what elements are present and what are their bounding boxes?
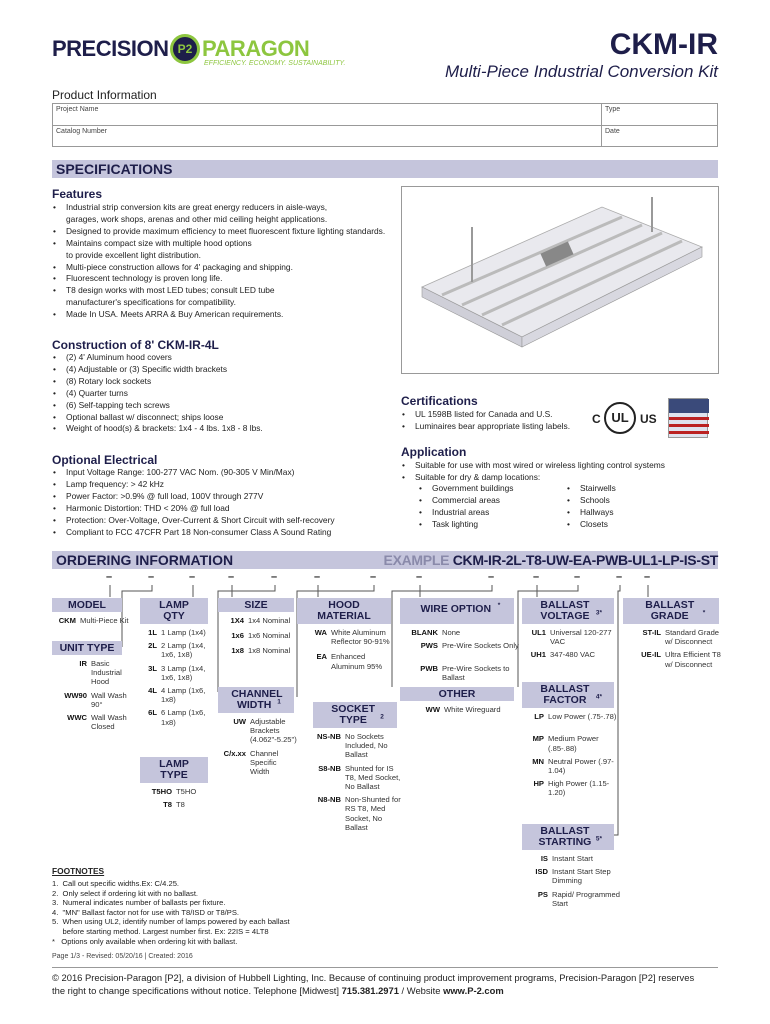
option-desc: Non-Shunted for RS T8, Med Socket, No Ballast	[345, 795, 401, 832]
ordering-option[interactable]	[54, 713, 134, 731]
option-code: HP	[533, 779, 544, 789]
ordering-option[interactable]	[295, 628, 399, 646]
list-item: • Weight of hood(s) & brackets: 1x4 - 4 lbs. 1x8 - 8 lbs.	[52, 423, 392, 435]
list-item: • Government buildings	[418, 483, 568, 495]
ordering-option[interactable]	[400, 641, 524, 650]
footnote-item: before starting method. Largest number first. Ex: 22IS = 4LT8	[52, 926, 269, 936]
option-code: UW	[233, 717, 246, 726]
ordering-dash: –	[106, 571, 113, 583]
page-info: Page 1/3 - Revised: 05/20/16 | Created: 2016	[52, 953, 193, 960]
list-item: • Harmonic Distortion: THD < 20% @ full load	[52, 503, 397, 515]
example-code	[384, 552, 718, 568]
ordering-option[interactable]	[522, 650, 624, 659]
ordering-title: SOCKET TYPE	[331, 703, 376, 726]
footnotes-heading: FOOTNOTES	[52, 866, 105, 876]
catalog-number-field[interactable]: Catalog Number	[56, 128, 107, 135]
ordering-header-ballast-voltage	[522, 598, 614, 624]
ordering-option[interactable]	[400, 664, 524, 682]
list-item: • Industrial strip conversion kits are great energy reducers in aisle-ways,	[52, 202, 402, 214]
ordering-header-socket-type	[313, 702, 397, 728]
ordering-option[interactable]	[522, 757, 624, 775]
ordering-dash: –	[314, 571, 321, 583]
list-item: to provide excellent light distribution.	[66, 249, 202, 260]
ordering-option[interactable]	[54, 691, 134, 709]
list-item: • Input Voltage Range: 100-277 VAC Nom. (90-305 V Min/Max)	[52, 467, 397, 479]
features-list	[52, 202, 402, 321]
ordering-option[interactable]	[140, 641, 218, 659]
option-desc: Shunted for IS T8, Med Socket, No Ballast	[345, 763, 401, 791]
ordering-title: LAMP TYPE	[159, 758, 189, 781]
option-code: ST-IL	[642, 628, 661, 637]
phone-number[interactable]: 715.381.2971	[341, 985, 399, 996]
list-item: • (6) Self-tapping tech screws	[52, 400, 392, 412]
option-desc: T8	[176, 800, 185, 810]
page-subtitle: Multi-Piece Industrial Conversion Kit	[444, 62, 718, 81]
certifications-list	[401, 409, 591, 433]
option-desc: Pre-Wire Sockets to Ballast	[442, 663, 510, 682]
ordering-option[interactable]	[311, 795, 405, 832]
ordering-dash: –	[488, 571, 495, 583]
option-desc: Pre-Wire Sockets Only	[442, 641, 519, 651]
option-desc: White Aluminum Reflector 90-91%	[331, 628, 390, 647]
cul-us-logo	[592, 402, 662, 436]
ordering-dash: –	[416, 571, 423, 583]
ordering-header-lamp-qty	[140, 598, 208, 624]
option-code: IR	[79, 659, 87, 668]
ordering-option[interactable]	[140, 686, 218, 704]
option-code: 6L	[148, 708, 157, 718]
footnote-item: 2. Only select if ordering kit with no ballast.	[52, 888, 199, 898]
ordering-option[interactable]	[140, 787, 218, 796]
list-item: • Commercial areas	[418, 495, 568, 507]
option-code: LP	[534, 712, 544, 721]
ordering-title: UNIT TYPE	[59, 642, 115, 654]
list-item: • (8) Rotary lock sockets	[52, 376, 392, 388]
ordering-header-size	[218, 598, 294, 612]
option-code: N8-NB	[317, 795, 341, 805]
option-desc: Instant Start	[552, 854, 593, 863]
list-item: • Optional ballast w/ disconnect; ships loose	[52, 412, 392, 424]
list-item: garages, work shops, arenas and other mid ceiling height applications.	[66, 213, 328, 224]
list-item: • Fluorescent technology is proven long life.	[52, 273, 402, 285]
type-field[interactable]: Type	[605, 106, 621, 113]
specifications-heading: SPECIFICATIONS	[56, 161, 173, 177]
buy-american-seal	[668, 398, 708, 438]
option-desc: Instant Start Step Dimming	[552, 867, 611, 886]
list-item: • Maintains compact size with multiple hood options	[52, 238, 402, 250]
option-code: 1x8	[231, 646, 244, 656]
option-desc: 1x4 Nominal	[248, 616, 291, 625]
list-item: • (4) Adjustable or (3) Specific width brackets	[52, 364, 392, 376]
certifications-heading: Certifications	[401, 394, 478, 408]
ordering-dash: –	[533, 571, 540, 583]
ordering-title: MODEL	[68, 599, 106, 611]
footnote-item: 1. Call out specific widths.Ex: C/4.25.	[52, 879, 180, 888]
option-desc: Universal 120-277 VAC	[550, 628, 612, 647]
option-desc: 347-480 VAC	[550, 650, 596, 660]
ordering-title-sup: *	[702, 609, 706, 617]
list-item: • Luminaires bear appropriate listing labels.	[401, 421, 591, 433]
option-code: 1X4	[230, 616, 244, 625]
option-code: UH1	[530, 650, 546, 660]
ordering-option[interactable]	[522, 779, 624, 797]
list-item: • Hallways	[566, 507, 686, 519]
option-desc: 6 Lamp (1x6, 1x8)	[161, 708, 206, 727]
option-code: S8-NB	[318, 763, 341, 773]
option-code: 1x6	[231, 631, 244, 641]
construction-list	[52, 352, 392, 435]
ordering-title: OTHER	[438, 688, 476, 700]
option-desc: Multi-Piece Kit	[80, 616, 129, 625]
option-desc: No Sockets Included, No Ballast	[345, 732, 388, 760]
option-code: EA	[316, 652, 327, 662]
option-desc: Standard Grade w/ Disconnect	[665, 628, 720, 647]
ordering-title: LAMP QTY	[159, 599, 189, 622]
ordering-dash: –	[271, 571, 278, 583]
logo-text-right: PARAGON	[202, 36, 310, 61]
ordering-option[interactable]	[623, 628, 729, 646]
ordering-header-ballast-grade	[623, 598, 719, 624]
ordering-title: BALLAST GRADE	[645, 599, 695, 622]
ordering-option[interactable]	[295, 652, 399, 670]
ordering-header-lamp-type	[140, 757, 208, 783]
option-desc: Rapid/ Programmed Start	[552, 889, 620, 908]
option-desc: T5HO	[176, 787, 197, 796]
copyright	[52, 967, 718, 997]
option-desc: 1x6 Nominal	[248, 631, 291, 641]
option-code: T8	[163, 800, 172, 810]
application-locations-right	[566, 483, 686, 531]
product-image	[401, 186, 719, 374]
option-code: 1L	[148, 628, 157, 637]
ordering-title-sup: 4*	[595, 693, 603, 701]
ordering-heading: ORDERING INFORMATION	[56, 552, 234, 568]
list-item: • (4) Quarter turns	[52, 388, 392, 400]
ordering-header-wire-option	[400, 598, 514, 624]
option-desc: Adjustable Brackets (4.062"-5.25")	[250, 717, 297, 745]
ordering-dash: –	[574, 571, 581, 583]
option-desc: Ultra Efficient T8 w/ Disconnect	[665, 650, 721, 669]
ordering-option[interactable]	[140, 800, 218, 809]
ordering-dash: –	[644, 571, 651, 583]
footnotes-list	[52, 879, 382, 946]
option-desc: Neutral Power (.97-1.04)	[548, 756, 614, 775]
application-list	[401, 460, 721, 484]
option-code: WWC	[67, 713, 87, 722]
option-code: WA	[314, 628, 327, 637]
project-name-field[interactable]: Project Name	[56, 106, 99, 113]
option-code: UE-IL	[641, 650, 661, 660]
option-code: CKM	[58, 616, 76, 625]
ordering-header-other	[400, 687, 514, 701]
option-desc: None	[442, 628, 461, 637]
ordering-header-ballast-factor	[522, 682, 614, 708]
option-code: ISD	[535, 867, 548, 877]
option-desc: Enhanced Aluminum 95%	[331, 652, 383, 671]
ordering-option[interactable]	[522, 867, 624, 885]
example-label: EXAMPLE	[383, 552, 450, 568]
ordering-dash: –	[616, 571, 623, 583]
ordering-option[interactable]	[522, 628, 624, 646]
ordering-option[interactable]	[400, 705, 524, 714]
option-desc: 2 Lamp (1x4, 1x6, 1x8)	[161, 641, 206, 660]
list-item: • Made In USA. Meets ARRA & Buy American requirements.	[52, 309, 402, 321]
ordering-title: BALLAST VOLTAGE	[540, 599, 590, 622]
brand-logo	[52, 34, 346, 68]
option-code: WW	[425, 705, 440, 714]
ordering-title: SIZE	[244, 599, 268, 611]
ordering-option[interactable]	[54, 616, 134, 625]
product-info-form	[52, 103, 718, 147]
footnote-item: * Options only available when ordering kit with ballast.	[52, 936, 238, 946]
specifications-bar	[52, 160, 718, 178]
list-item: • Schools	[566, 495, 686, 507]
page-title: CKM-IR	[609, 28, 718, 61]
option-code: MP	[532, 734, 544, 744]
ordering-dash: –	[189, 571, 196, 583]
list-item: • Suitable for dry & damp locations:	[401, 472, 721, 484]
ordering-header-channel-width	[218, 687, 294, 713]
ordering-option[interactable]	[311, 732, 405, 760]
ordering-option[interactable]	[311, 764, 405, 792]
option-code: T5HO	[151, 787, 172, 796]
ordering-option[interactable]	[623, 650, 729, 668]
list-item: • Stairwells	[566, 483, 686, 495]
website-link[interactable]: www.P-2.com	[443, 985, 504, 996]
option-code: UL1	[531, 628, 546, 637]
ordering-header-ballast-starting	[522, 824, 614, 850]
electrical-list	[52, 467, 397, 538]
option-code: PS	[537, 889, 548, 899]
list-item: • Multi-piece construction allows for 4' packaging and shipping.	[52, 262, 402, 274]
ordering-header-hood-material	[297, 598, 391, 624]
product-info-heading: Product Information	[52, 88, 157, 102]
cert-logo-us: US	[640, 412, 657, 426]
option-desc: Wall Wash 90°	[91, 690, 127, 709]
copyright-website-label: / Website	[398, 985, 444, 996]
ordering-title: BALLAST STARTING	[538, 825, 592, 848]
ordering-option[interactable]	[522, 712, 624, 721]
ordering-title: BALLAST FACTOR	[540, 683, 590, 706]
ordering-title: WIRE OPTION	[420, 602, 492, 615]
option-code: PWB	[420, 663, 438, 673]
option-desc: High Power (1.15-1.20)	[548, 779, 610, 798]
ordering-option[interactable]	[140, 664, 218, 682]
list-item: • Power Factor: >0.9% @ full load, 100V through 277V	[52, 491, 397, 503]
footnote-item: 5. When using UL2, identify number of lamps powered by each ballast	[52, 917, 290, 927]
option-code: 2L	[148, 641, 157, 651]
date-field[interactable]: Date	[605, 128, 620, 135]
ordering-option[interactable]	[214, 717, 300, 745]
ordering-title-sup: 2	[380, 713, 384, 721]
option-code: NS-NB	[316, 732, 341, 741]
ordering-title-sup: 1	[277, 698, 281, 706]
list-item: • Suitable for use with most wired or wireless lighting control systems	[401, 460, 721, 472]
option-desc: 1 Lamp (1x4)	[161, 628, 206, 637]
option-desc: Low Power (.75-.78)	[548, 712, 617, 721]
cert-logo-c: C	[592, 412, 601, 426]
option-desc: Wall Wash Closed	[91, 713, 127, 732]
fixture-illustration	[402, 187, 719, 374]
list-item: • Industrial areas	[418, 507, 568, 519]
ordering-header-unit-type	[52, 641, 122, 655]
footnote-item: 3. Numeral indicates number of ballasts per fixture.	[52, 898, 226, 908]
logo-mark: P2	[170, 34, 200, 64]
list-item: • Protection: Over-Voltage, Over-Current & Short Circuit with self-recovery	[52, 515, 397, 527]
option-desc: White Wireguard	[444, 705, 501, 714]
features-heading: Features	[52, 187, 103, 201]
option-desc: Basic Industrial Hood	[91, 659, 122, 687]
construction-heading: Construction of 8' CKM-IR-4L	[52, 338, 219, 352]
ordering-option[interactable]	[54, 659, 134, 687]
list-item: • T8 design works with most LED tubes; consult LED tube	[52, 285, 402, 297]
list-item: manufacturer's specifications for compatibility.	[66, 297, 236, 308]
option-desc: Medium Power (.85-.88)	[548, 734, 599, 753]
ordering-option[interactable]	[522, 890, 624, 908]
cert-logo-ul: UL	[604, 402, 636, 434]
logo-tagline: EFFICIENCY. ECONOMY. SUSTAINABILITY.	[204, 60, 346, 67]
list-item: • Closets	[566, 519, 686, 531]
option-code: 3L	[148, 663, 157, 673]
ordering-option[interactable]	[140, 628, 218, 637]
list-item: • Compliant to FCC 47CFR Part 18 Non-consumer Class A Sound Rating	[52, 527, 397, 539]
ordering-title: CHANNEL WIDTH	[231, 688, 283, 711]
list-item: • Designed to provide maximum efficiency to meet fluorescent fixture lighting standards.	[52, 226, 402, 238]
ordering-title: HOOD MATERIAL	[317, 599, 371, 622]
option-code: IS	[540, 854, 548, 863]
option-desc: 3 Lamp (1x4, 1x6, 1x8)	[161, 663, 206, 682]
copyright-line1: © 2016 Precision-Paragon [P2], a division of Hubbell Lighting, Inc. Because of continuing product improvement programs, Precision-Paragon [P2] reserves	[52, 972, 695, 983]
list-item: • UL 1598B listed for Canada and U.S.	[401, 409, 591, 421]
ordering-option[interactable]	[522, 854, 624, 863]
ordering-option[interactable]	[214, 749, 300, 777]
list-item: • Lamp frequency: > 42 kHz	[52, 479, 397, 491]
ordering-header-model	[52, 598, 122, 612]
option-code: 4L	[148, 686, 157, 695]
option-code: MN	[532, 756, 544, 766]
electrical-heading: Optional Electrical	[52, 453, 158, 467]
option-desc: 1x8 Nominal	[248, 646, 291, 656]
option-code: WW90	[64, 690, 87, 700]
option-desc: Channel Specific Width	[250, 748, 279, 776]
option-code: C/x.xx	[223, 748, 246, 758]
ordering-option[interactable]	[400, 628, 524, 637]
ordering-dash: –	[370, 571, 377, 583]
ordering-title-sup: 5*	[595, 835, 603, 843]
list-item: • (2) 4' Aluminum hood covers	[52, 352, 392, 364]
application-locations-left	[418, 483, 568, 531]
ordering-option[interactable]	[222, 616, 308, 625]
option-code: BLANK	[411, 628, 438, 637]
option-desc: 4 Lamp (1x6, 1x8)	[161, 686, 206, 705]
logo-text-left: PRECISION	[52, 36, 169, 61]
application-heading: Application	[401, 445, 467, 459]
copyright-line2: the right to change specifications without notice. Telephone [Midwest]	[52, 985, 342, 996]
example-value: CKM-IR-2L-T8-UW-EA-PWB-UL1-LP-IS-ST	[452, 552, 718, 568]
ordering-dash: –	[148, 571, 155, 583]
ordering-title-sup: *	[497, 602, 501, 609]
ordering-title-sup: 3*	[595, 609, 603, 617]
ordering-option[interactable]	[140, 708, 218, 726]
option-code: PWS	[420, 641, 438, 651]
ordering-option[interactable]	[522, 734, 624, 752]
list-item: • Task lighting	[418, 519, 568, 531]
ordering-dash: –	[228, 571, 235, 583]
footnote-item: 4. "MN" Ballast factor not for use with T8/ISD or T8/PS.	[52, 907, 240, 917]
